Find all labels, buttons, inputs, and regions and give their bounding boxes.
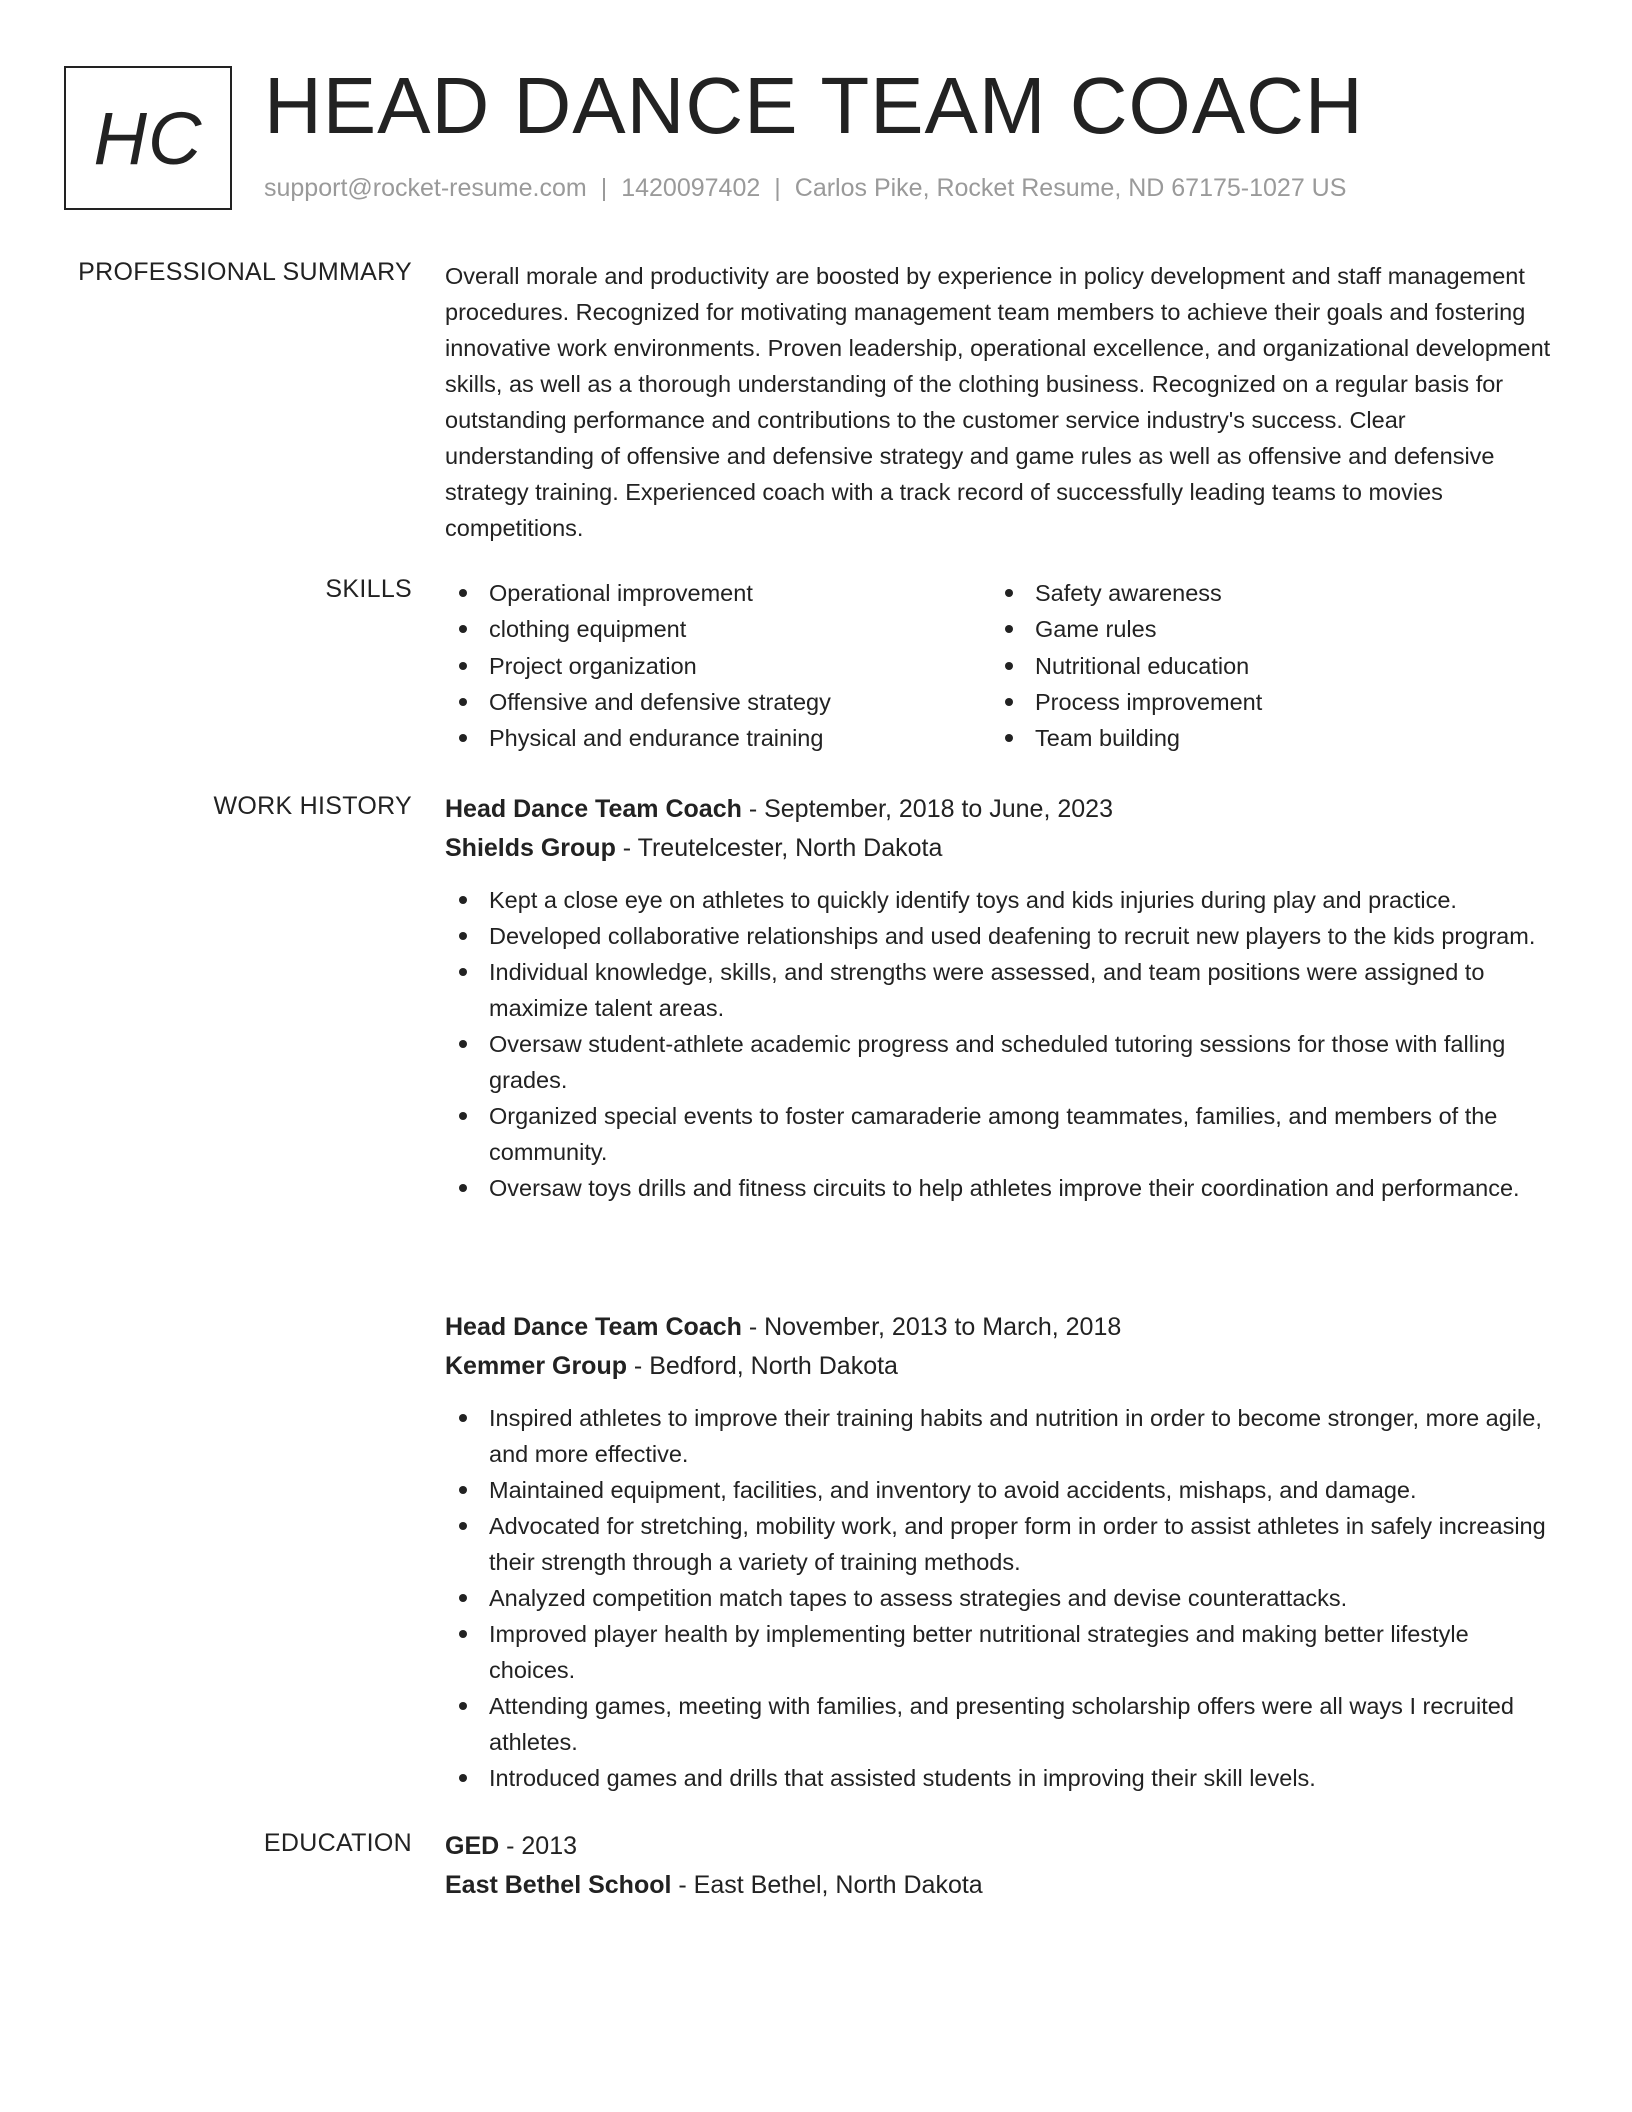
duty-item: Developed collaborative relationships and used deafening to recruit new players to the kids program. — [445, 918, 1555, 954]
duty-item: Improved player health by implementing better nutritional strategies and making better lifestyle choices. — [445, 1616, 1555, 1688]
bullet-icon — [459, 1522, 467, 1530]
bullet-icon — [459, 698, 467, 706]
duty-item: Oversaw toys drills and fitness circuits to help athletes improve their coordination and performance. — [445, 1170, 1555, 1206]
skills-list-left — [445, 575, 831, 756]
duty-item: Introduced games and drills that assisted students in improving their skill levels. — [445, 1760, 1555, 1796]
bullet-icon — [1005, 625, 1013, 633]
degree-year: - 2013 — [499, 1832, 578, 1860]
duties-list — [445, 1400, 1555, 1796]
section-label-skills: SKILLS — [325, 575, 412, 603]
skill-item: Physical and endurance training — [445, 720, 831, 756]
job-dates: - November, 2013 to March, 2018 — [741, 1313, 1122, 1341]
job-entry — [445, 790, 1555, 1206]
duty-item: Organized special events to foster camaraderie among teammates, families, and members of the community. — [445, 1098, 1555, 1170]
bullet-icon — [459, 1774, 467, 1782]
bullet-icon — [459, 662, 467, 670]
duty-item: Attending games, meeting with families, and presenting scholarship offers were all ways I recruited athletes. — [445, 1688, 1555, 1760]
skill-item: Game rules — [991, 611, 1262, 647]
bullet-icon — [459, 734, 467, 742]
bullet-icon — [459, 589, 467, 597]
company-name: Kemmer Group — [445, 1352, 627, 1380]
duty-item: Oversaw student-athlete academic progress and scheduled tutoring sessions for those with falling grades. — [445, 1026, 1555, 1098]
job-location: - Treutelcester, North Dakota — [615, 834, 943, 862]
skill-item: Nutritional education — [991, 648, 1262, 684]
bullet-icon — [459, 1630, 467, 1638]
bullet-icon — [459, 1702, 467, 1710]
separator: | — [600, 174, 608, 202]
duty-item: Advocated for stretching, mobility work, and proper form in order to assist athletes in safely increasing their strength through a variety of training methods. — [445, 1508, 1555, 1580]
duty-item: Individual knowledge, skills, and strengths were assessed, and team positions were assigned to maximize talent areas. — [445, 954, 1555, 1026]
school-line — [445, 1866, 1555, 1905]
duty-item: Kept a close eye on athletes to quickly identify toys and kids injuries during play and practice. — [445, 882, 1555, 918]
skill-item: clothing equipment — [445, 611, 831, 647]
skills-list-right — [991, 575, 1262, 756]
degree-name: GED — [445, 1832, 500, 1860]
skill-item: Offensive and defensive strategy — [445, 684, 831, 720]
skill-item: Project organization — [445, 648, 831, 684]
bullet-icon — [459, 932, 467, 940]
job-company-line — [445, 829, 1555, 868]
duty-item: Inspired athletes to improve their training habits and nutrition in order to become stronger, more agile, and more effective. — [445, 1400, 1555, 1472]
bullet-icon — [459, 1184, 467, 1192]
school-location: - East Bethel, North Dakota — [671, 1871, 983, 1899]
job-title: Head Dance Team Coach — [445, 1313, 742, 1341]
bullet-icon — [459, 1594, 467, 1602]
section-label-work-history: WORK HISTORY — [213, 792, 412, 820]
job-entry — [445, 1308, 1555, 1796]
bullet-icon — [1005, 698, 1013, 706]
summary-content — [445, 258, 1555, 546]
duty-item: Analyzed competition match tapes to assess strategies and devise counterattacks. — [445, 1580, 1555, 1616]
job-title: Head Dance Team Coach — [445, 795, 742, 823]
bullet-icon — [1005, 734, 1013, 742]
job-title-line — [445, 1308, 1555, 1347]
skill-item: Operational improvement — [445, 575, 831, 611]
bullet-icon — [1005, 662, 1013, 670]
duty-item: Maintained equipment, facilities, and inventory to avoid accidents, mishaps, and damage. — [445, 1472, 1555, 1508]
monogram-logo: HC — [64, 66, 232, 210]
email-text: support@rocket-resume.com — [264, 174, 587, 202]
page-title: HEAD DANCE TEAM COACH — [264, 61, 1364, 150]
skill-item: Safety awareness — [991, 575, 1262, 611]
bullet-icon — [459, 1112, 467, 1120]
resume-header — [64, 61, 1564, 210]
bullet-icon — [459, 968, 467, 976]
duties-list — [445, 882, 1555, 1206]
job-location: - Bedford, North Dakota — [626, 1352, 898, 1380]
phone-text: 1420097402 — [621, 174, 761, 202]
bullet-icon — [459, 1414, 467, 1422]
bullet-icon — [459, 625, 467, 633]
skill-item: Team building — [991, 720, 1262, 756]
summary-text: Overall morale and productivity are boosted by experience in policy development and staff management procedures. Recognized for motivating management team members to achieve their goals and fostering innovative work environments. Proven leadership, operational excellence, and organizational development skills, as well as a thorough understanding of the clothing business. Recognized on a regular basis for outstanding performance and contributions to the customer service industry's success. Clear understanding of offensive and defensive strategy and game rules as well as offensive and defensive strategy training. Experienced coach with a track record of successfully leading teams to movies competitions. — [445, 263, 1551, 541]
bullet-icon — [459, 1040, 467, 1048]
address-text: Carlos Pike, Rocket Resume, ND 67175-1027 US — [794, 174, 1347, 202]
section-label-education: EDUCATION — [263, 1829, 412, 1857]
bullet-icon — [1005, 589, 1013, 597]
bullet-icon — [459, 896, 467, 904]
education-entry — [445, 1827, 1555, 1905]
bullet-icon — [459, 1486, 467, 1494]
school-name: East Bethel School — [445, 1871, 672, 1899]
job-dates: - September, 2018 to June, 2023 — [741, 795, 1113, 823]
separator: | — [774, 174, 781, 202]
degree-line — [445, 1827, 1555, 1866]
job-title-line — [445, 790, 1555, 829]
contact-line — [264, 174, 1346, 203]
company-name: Shields Group — [445, 834, 616, 862]
section-label-summary: PROFESSIONAL SUMMARY — [78, 258, 412, 286]
skill-item: Process improvement — [991, 684, 1262, 720]
job-company-line — [445, 1347, 1555, 1386]
